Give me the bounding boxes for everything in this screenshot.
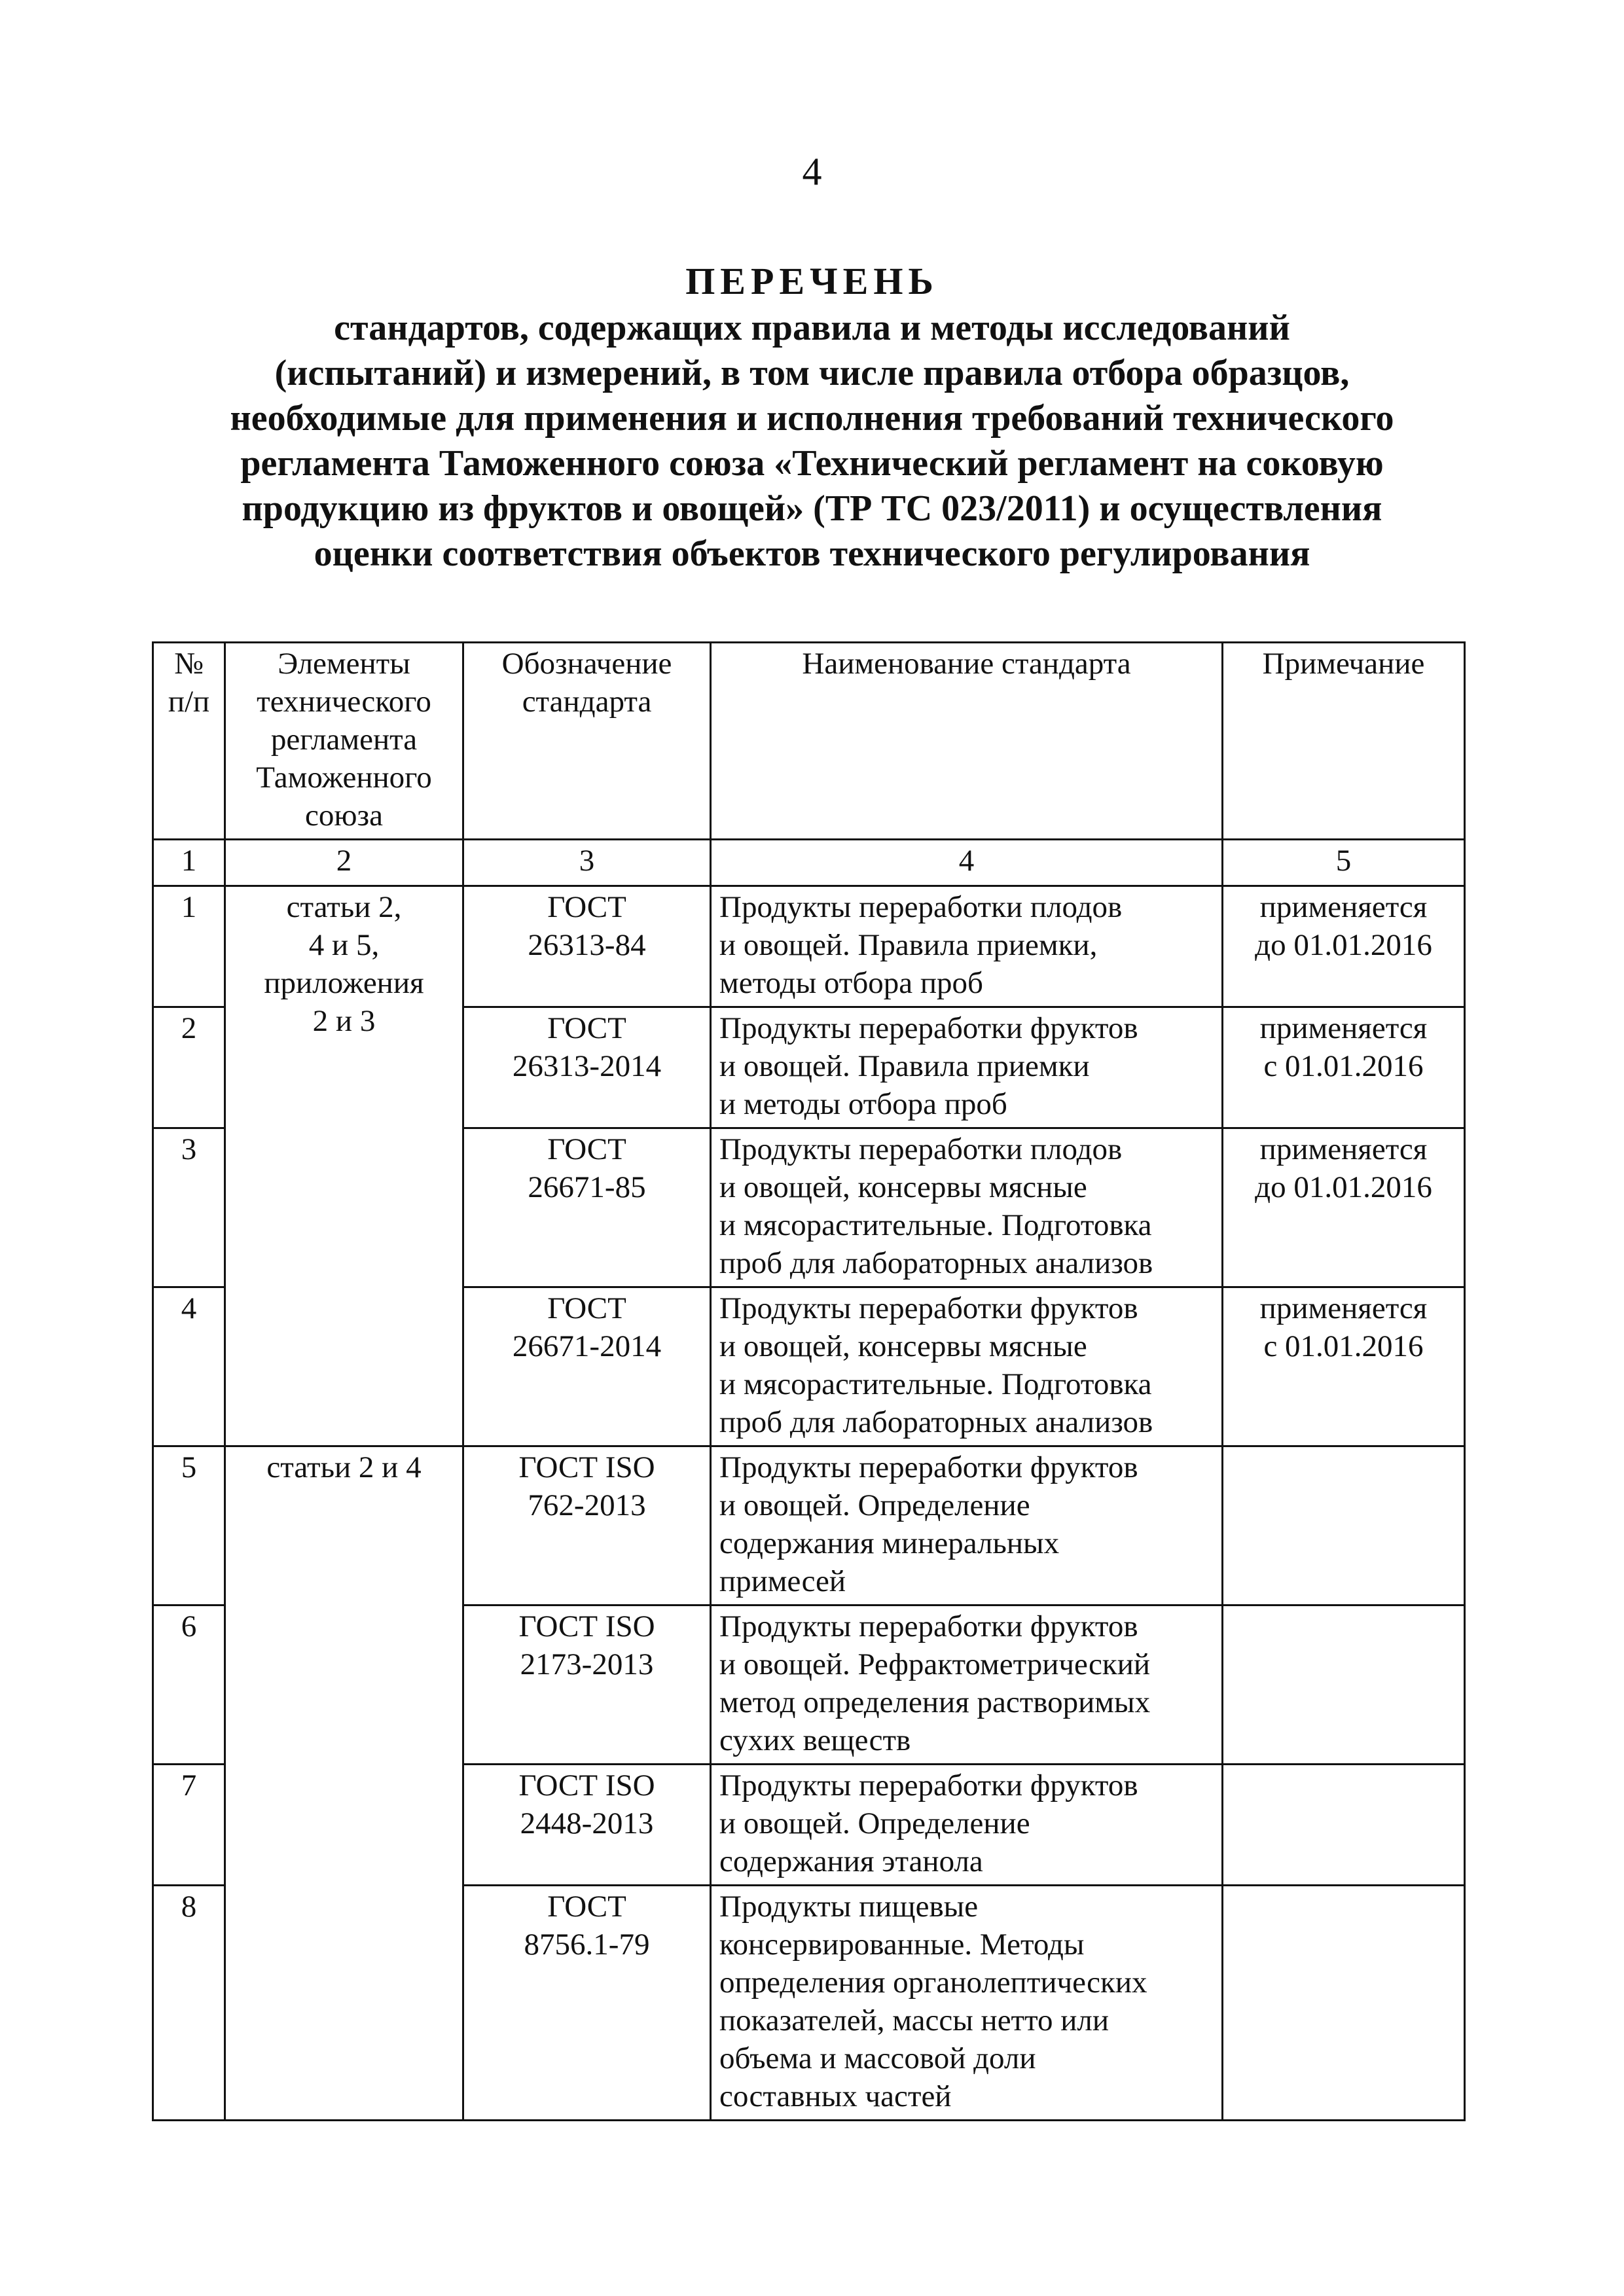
row-note: применяется до 01.01.2016 [1223, 1128, 1465, 1287]
standards-table [152, 641, 1466, 2121]
table-header-row [153, 643, 1465, 840]
subtitle-line: оценки соответствия объектов технического регулирования [314, 533, 1310, 574]
page-number: 4 [802, 150, 822, 193]
row-note: применяется до 01.01.2016 [1223, 886, 1465, 1007]
column-number: 1 [153, 840, 225, 886]
row-designation: ГОСТ 26313-2014 [463, 1007, 711, 1128]
row-note [1223, 1446, 1465, 1605]
title-main: ПЕРЕЧЕНЬ [685, 260, 939, 302]
row-num: 3 [153, 1128, 225, 1287]
table-row [153, 1446, 1465, 1605]
row-num: 1 [153, 886, 225, 1007]
row-designation: ГОСТ 26671-2014 [463, 1287, 711, 1446]
subtitle-line: (испытаний) и измерений, в том числе правила отбора образцов, [274, 353, 1350, 393]
header-name: Наименование стандарта [711, 643, 1223, 840]
subtitle-line: регламента Таможенного союза «Технический регламент на соковую [240, 443, 1384, 484]
row-designation: ГОСТ ISO 762-2013 [463, 1446, 711, 1605]
row-note [1223, 1605, 1465, 1765]
header-note: Примечание [1223, 643, 1465, 840]
row-designation: ГОСТ ISO 2173-2013 [463, 1605, 711, 1765]
table-row [153, 886, 1465, 1007]
row-num: 6 [153, 1605, 225, 1765]
row-name: Продукты переработки фруктов и овощей. Рефрактометрический метод определения растворимых сухих веществ [711, 1605, 1223, 1765]
column-number: 5 [1223, 840, 1465, 886]
subtitle-line: необходимые для применения и исполнения требований технического [230, 398, 1394, 439]
row-designation: ГОСТ 26671-85 [463, 1128, 711, 1287]
row-name: Продукты переработки фруктов и овощей. Определение содержания этанола [711, 1765, 1223, 1886]
subtitle-line: стандартов, содержащих правила и методы исследований [334, 308, 1290, 348]
column-number: 4 [711, 840, 1223, 886]
row-designation: ГОСТ 8756.1-79 [463, 1886, 711, 2121]
row-note: применяется с 01.01.2016 [1223, 1007, 1465, 1128]
row-elements: статьи 2 и 4 [225, 1446, 463, 2121]
row-note: применяется с 01.01.2016 [1223, 1287, 1465, 1446]
column-number: 3 [463, 840, 711, 886]
row-num: 2 [153, 1007, 225, 1128]
row-num: 4 [153, 1287, 225, 1446]
row-designation: ГОСТ 26313-84 [463, 886, 711, 1007]
row-name: Продукты переработки плодов и овощей, консервы мясные и мясорастительные. Подготовка проб для лабораторных анализов [711, 1128, 1223, 1287]
column-number: 2 [225, 840, 463, 886]
row-name: Продукты переработки плодов и овощей. Правила приемки, методы отбора проб [711, 886, 1223, 1007]
header-elements: Элементы технического регламента Таможенного союза [225, 643, 463, 840]
column-number-row [153, 840, 1465, 886]
row-name: Продукты переработки фруктов и овощей, консервы мясные и мясорастительные. Подготовка проб для лабораторных анализов [711, 1287, 1223, 1446]
row-name: Продукты пищевые консервированные. Методы определения органолептических показателей, массы нетто или объема и массовой доли составных частей [711, 1886, 1223, 2121]
header-designation: Обозначение стандарта [463, 643, 711, 840]
row-name: Продукты переработки фруктов и овощей. Определение содержания минеральных примесей [711, 1446, 1223, 1605]
row-elements: статьи 2, 4 и 5, приложения 2 и 3 [225, 886, 463, 1446]
row-note [1223, 1886, 1465, 2121]
subtitle-line: продукцию из фруктов и овощей» (ТР ТС 023/2011) и осуществления [242, 488, 1382, 529]
row-designation: ГОСТ ISO 2448-2013 [463, 1765, 711, 1886]
row-num: 5 [153, 1446, 225, 1605]
row-num: 7 [153, 1765, 225, 1886]
row-note [1223, 1765, 1465, 1886]
header-num: № п/п [153, 643, 225, 840]
row-name: Продукты переработки фруктов и овощей. Правила приемки и методы отбора проб [711, 1007, 1223, 1128]
title-subtitle [131, 306, 1493, 577]
row-num: 8 [153, 1886, 225, 2121]
document-title [131, 259, 1493, 577]
